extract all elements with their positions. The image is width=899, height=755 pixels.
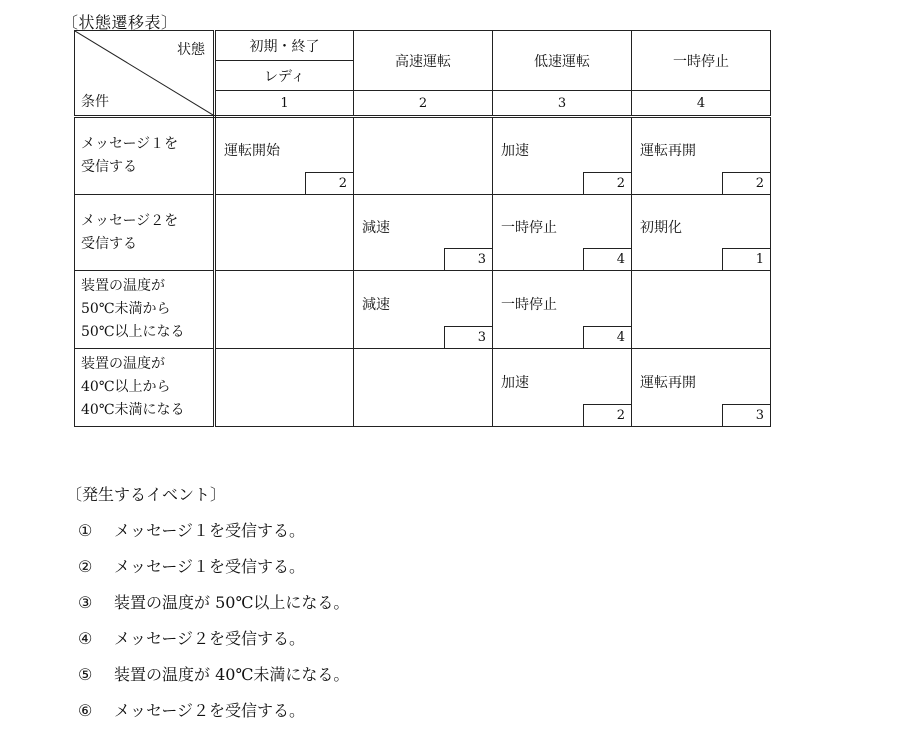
table-row	[75, 195, 771, 271]
event-number: ⑤	[78, 665, 93, 684]
state-name-3: 低速運転	[493, 31, 632, 91]
transition-cell-empty	[632, 271, 771, 349]
event-number: ②	[78, 557, 93, 576]
next-state-box: 3	[444, 326, 492, 348]
table-heading: 〔状態遷移表〕	[62, 13, 178, 32]
state-number-4: 4	[632, 91, 771, 117]
next-state-box: 2	[722, 172, 770, 194]
state-name-1: 初期・終了	[215, 31, 354, 61]
action-label: 一時停止	[501, 296, 557, 313]
event-text: メッセージ１を受信する。	[114, 557, 306, 576]
action-label: 運転再開	[640, 374, 696, 391]
event-text: 装置の温度が 50℃以上になる。	[114, 593, 350, 612]
action-label: 減速	[362, 219, 390, 236]
next-state-box: 4	[583, 326, 631, 348]
condition-axis-label: 条件	[81, 94, 109, 110]
transition-cell	[632, 195, 771, 271]
transition-cell	[493, 349, 632, 427]
list-item	[78, 698, 349, 734]
state-axis-label: 状態	[177, 42, 205, 58]
transition-cell	[632, 349, 771, 427]
action-label: 運転開始	[224, 143, 280, 159]
state-name-2: 高速運転	[354, 31, 493, 91]
list-item	[78, 554, 349, 590]
condition-line: 50℃以上になる	[81, 324, 185, 340]
event-number: ⑥	[78, 701, 93, 720]
table-row	[75, 349, 771, 427]
list-item	[78, 518, 349, 554]
transition-cell	[632, 117, 771, 195]
transition-cell-empty	[215, 271, 354, 349]
transition-cell	[493, 117, 632, 195]
event-number: ③	[78, 593, 93, 612]
action-label: 初期化	[640, 219, 682, 236]
event-list	[78, 518, 349, 734]
event-text: メッセージ２を受信する。	[114, 701, 306, 720]
state-number-3: 3	[493, 91, 632, 117]
condition-line: 装置の温度が	[81, 278, 165, 294]
list-item	[78, 662, 349, 698]
next-state-box: 4	[583, 248, 631, 270]
transition-cell	[493, 195, 632, 271]
transition-cell-empty	[215, 195, 354, 271]
condition-cell	[75, 117, 215, 195]
event-text: 装置の温度が 40℃未満になる。	[114, 665, 350, 684]
condition-line: 装置の温度が	[81, 356, 165, 372]
list-item	[78, 590, 349, 626]
condition-line: 受信する	[81, 159, 137, 175]
event-number: ①	[78, 521, 93, 540]
state-name-1-sub: レディ	[215, 61, 354, 91]
table-row	[75, 117, 771, 195]
events-heading: 〔発生するイベント〕	[66, 485, 227, 504]
condition-cell	[75, 195, 215, 271]
condition-line: 50℃未満から	[81, 301, 171, 317]
next-state-box: 2	[583, 172, 631, 194]
action-label: 加速	[501, 374, 529, 391]
transition-cell	[493, 271, 632, 349]
transition-cell-empty	[354, 349, 493, 427]
condition-line: 40℃以上から	[81, 379, 171, 395]
state-name-4: 一時停止	[632, 31, 771, 91]
action-label: 一時停止	[501, 219, 557, 236]
next-state-box: 1	[722, 248, 770, 270]
event-text: メッセージ１を受信する。	[114, 521, 306, 540]
action-label: 運転再開	[640, 143, 696, 159]
next-state-box: 3	[722, 404, 770, 426]
condition-cell	[75, 271, 215, 349]
transition-cell-empty	[215, 349, 354, 427]
transition-cell	[354, 271, 493, 349]
action-label: 加速	[501, 143, 529, 159]
condition-line: メッセージ２を	[81, 212, 179, 229]
state-number-1: 1	[215, 91, 354, 117]
condition-line: 40℃未満になる	[81, 402, 185, 418]
condition-line: メッセージ１を	[81, 136, 179, 152]
corner-cell	[75, 31, 215, 117]
list-item	[78, 626, 349, 662]
event-number: ④	[78, 629, 93, 648]
table-row	[75, 271, 771, 349]
transition-cell	[215, 117, 354, 195]
next-state-box: 2	[583, 404, 631, 426]
transition-cell-empty	[354, 117, 493, 195]
state-number-2: 2	[354, 91, 493, 117]
action-label: 減速	[362, 296, 390, 313]
condition-line: 受信する	[81, 235, 137, 252]
event-text: メッセージ２を受信する。	[114, 629, 306, 648]
transition-cell	[354, 195, 493, 271]
state-transition-table	[74, 30, 771, 427]
condition-cell	[75, 349, 215, 427]
next-state-box: 2	[305, 172, 353, 194]
next-state-box: 3	[444, 248, 492, 270]
